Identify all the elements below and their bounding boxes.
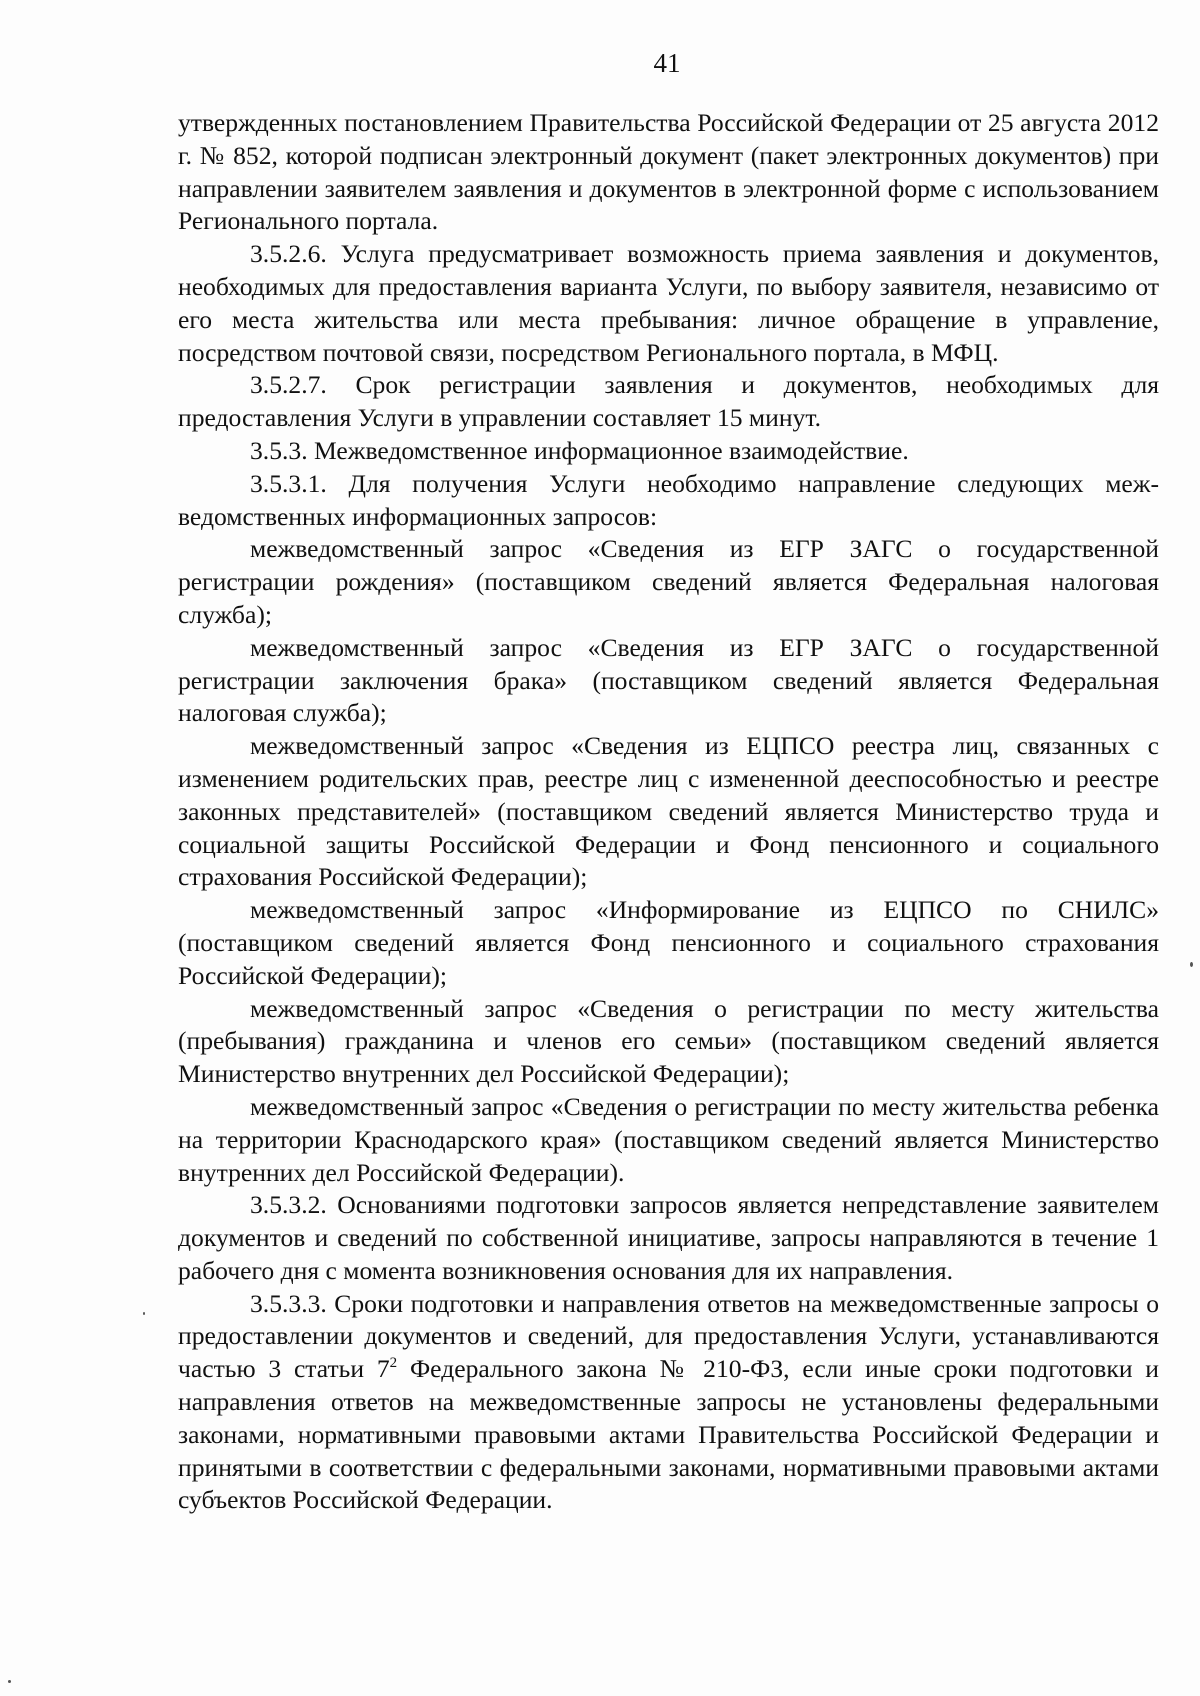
request-item-birth: межведомственный запрос «Сведения из ЕГР ЗАГС о государственной регистрации рождения» (поставщиком сведений является Федеральная налоговая служба); xyxy=(178,534,1159,629)
request-item-parental-rights: межведомственный запрос «Сведения из ЕЦПСО реестра лиц, связанных с изменением родительских прав, реестре лиц с измененной дееспособностью и реестре законных представителей» (поставщиком сведений является Министерство труда и социальной защиты Российской Федерации и Фонд пенсионного и социального страхования Российской Федерации); xyxy=(178,731,1159,892)
request-item-family-registration: межведомственный запрос «Сведения о регистрации по месту жительства (пребывания) гражданина и членов его семьи» (поставщиком сведений является Министерство внутренних дел Российской Федерации); xyxy=(178,993,1159,1089)
scan-speck xyxy=(143,1312,145,1315)
page-number: 41 xyxy=(653,48,681,78)
scan-speck xyxy=(1190,962,1193,967)
paragraph-3-5-3-3 xyxy=(178,1288,1159,1518)
paragraph-continuation: утвержденных постановлением Правительства Российской Федерации от 25 августа 2012 г. № 852, которой подписан электронный документ (пакет электронных документов) при направлении заявителем заявления и документов в электронной форме с использованием Регионального портала. xyxy=(178,108,1159,236)
paragraph-3-5-2-6: 3.5.2.6. Услуга предусматривает возможность приема заявления и документов, необходимых для предоставления варианта Услуги, по выбору заявителя, независимо от его места жительства или места пребывания: личное обращение в управление, посредством почтовой связи, посредством Регионального портала, в МФЦ. xyxy=(178,239,1159,367)
request-item-marriage: межведомственный запрос «Сведения из ЕГР ЗАГС о государственной регистрации заключения брака» (поставщиком сведений является Федеральная налоговая служба); xyxy=(178,632,1159,728)
paragraph-3-5-3-3-start: 3.5.3.3. Сроки подготовки и направления ответов на межведомственные запросы о предоставлении документов и сведений, для предоставления Услуги, устанавливаются частью 3 статьи 7 xyxy=(178,1288,1159,1384)
paragraph-3-5-2-7: 3.5.2.7. Срок регистрации заявления и документов, необходимых для предоставления Услуги в управлении составляет 15 минут. xyxy=(178,370,1159,433)
paragraph-3-5-3-2: 3.5.3.2. Основаниями подготовки запросов является непредставление заявителем документов и сведений по собственной инициативе, запросы направляются в течение 1 рабочего дня с момента возникновения основания для их направления. xyxy=(178,1190,1159,1285)
request-item-child-registration: межведомственный запрос «Сведения о регистрации по месту жительства ребенка на территории Краснодарского края» (поставщиком сведений является Министерство внутренних дел Российской Федерации). xyxy=(178,1091,1159,1187)
paragraph-3-5-3: 3.5.3. Межведомственное информационное взаимодействие. xyxy=(250,435,909,465)
paragraph-3-5-3-1: 3.5.3.1. Для получения Услуги необходимо направление следующих межведомственных информационных запросов: xyxy=(178,468,1159,531)
paragraph-3-5-3-3-end: Федерального закона № 210-ФЗ, если иные сроки подготовки и направления ответов на межведомственные запросы не установлены федеральными законами, нормативными правовыми актами Правительства Российской Федерации и принятыми в соответствии с федеральными законами, нормативными правовыми актами субъектов Российской Федерации. xyxy=(178,1354,1160,1515)
scan-speck xyxy=(8,1680,11,1683)
request-item-snils: межведомственный запрос «Информирование из ЕЦПСО по СНИЛС» (поставщиком сведений является Фонд пенсионного и социального страхования Российской Федерации); xyxy=(178,895,1159,990)
article-superscript: 2 xyxy=(389,1355,398,1372)
document-body xyxy=(178,107,1159,1517)
